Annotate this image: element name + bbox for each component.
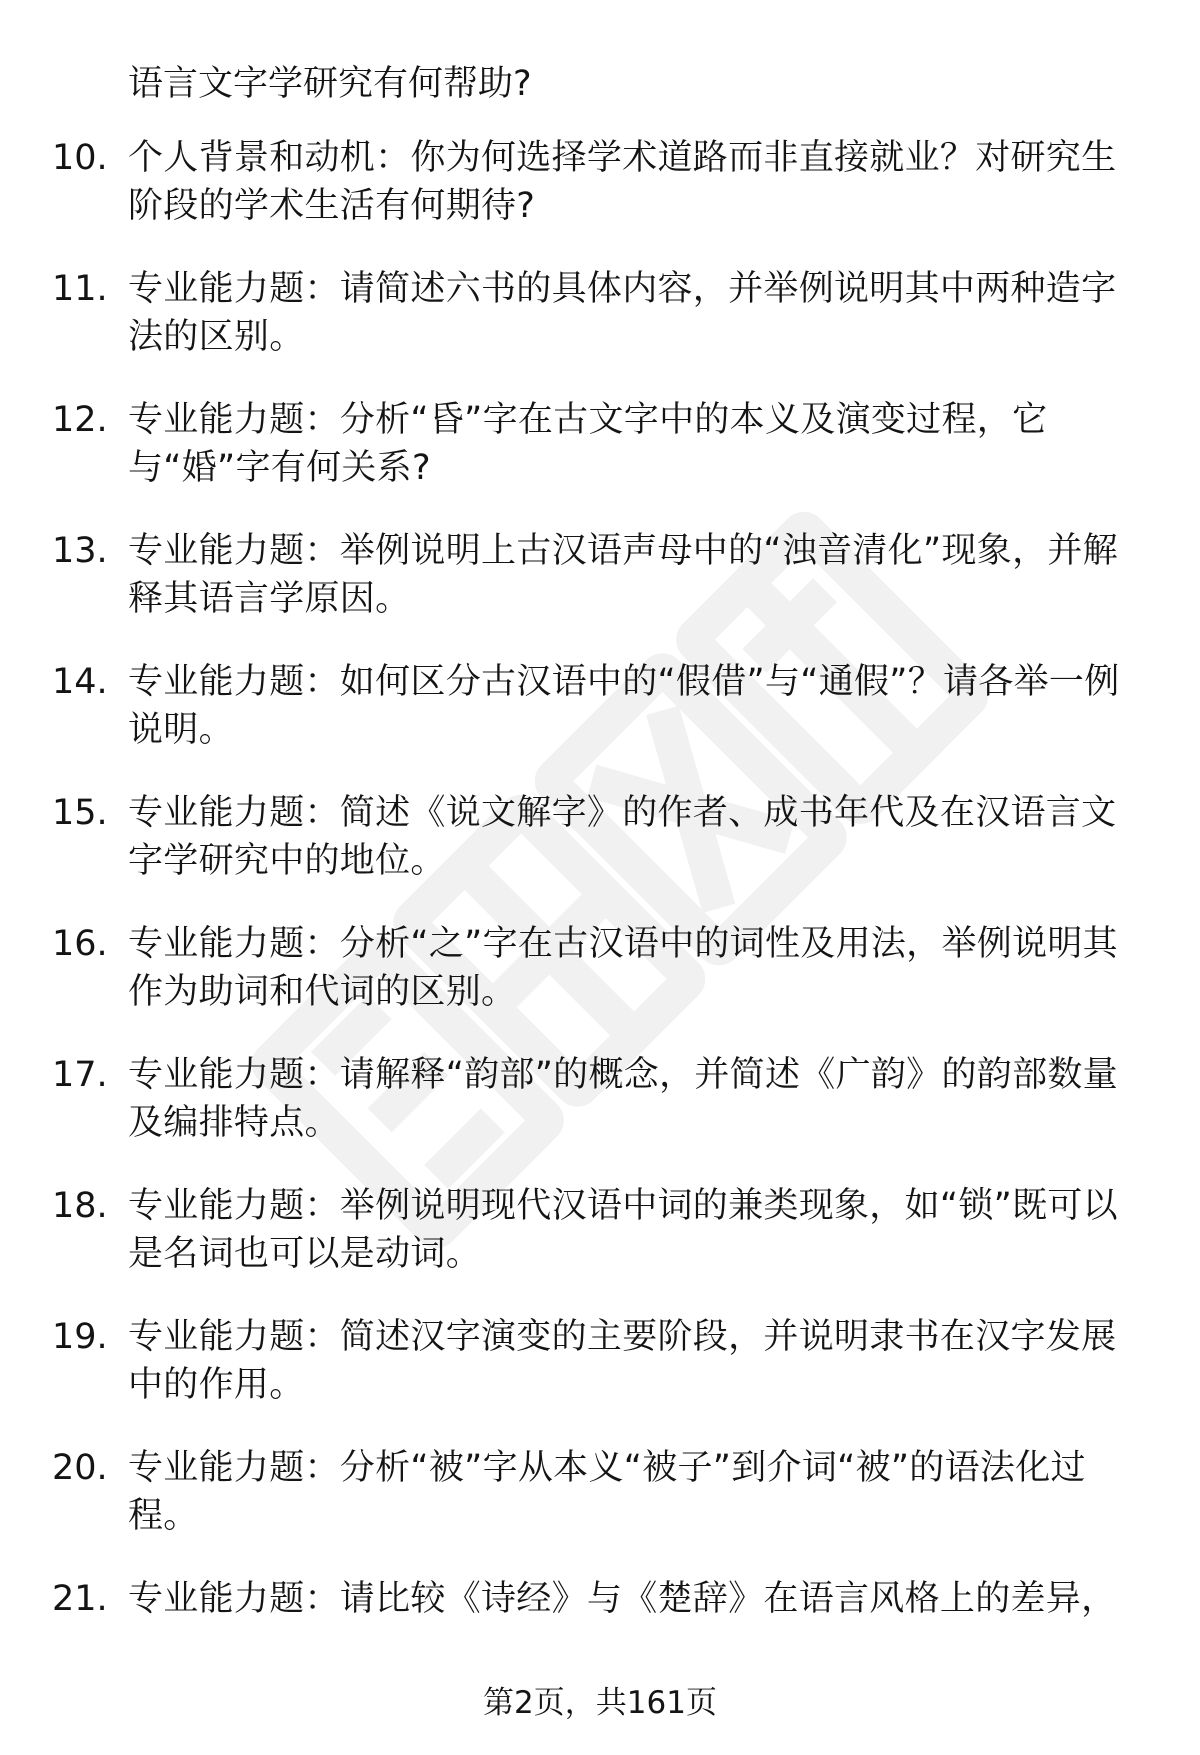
- item-number: 14.: [52, 662, 108, 702]
- list-item: [0, 1182, 1200, 1313]
- list-item: [0, 265, 1200, 396]
- item-text: 专业能力题：分析“昏”字在古文字中的本义及演变过程，它与“婚”字有何关系?: [128, 400, 1048, 488]
- item-number: 18.: [52, 1186, 108, 1226]
- item-number: 20.: [52, 1448, 108, 1488]
- page-footer: 第2页，共161页: [483, 1685, 717, 1721]
- item-number: 11.: [52, 269, 108, 309]
- item-text: 专业能力题：请简述六书的具体内容，并举例说明其中两种造字法的区别。: [128, 269, 1117, 357]
- item-number: 17.: [52, 1055, 108, 1095]
- item-number: 15.: [52, 793, 108, 833]
- continuation-text: 语言文字学研究有何帮助?: [128, 64, 532, 104]
- item-text: 专业能力题：举例说明现代汉语中词的兼类现象，如“锁”既可以是名词也可以是动词。: [128, 1186, 1118, 1274]
- item-number: 13.: [52, 531, 108, 571]
- item-number: 21.: [52, 1579, 108, 1619]
- item-number: 10.: [52, 138, 108, 178]
- list-item: [0, 1051, 1200, 1182]
- item-text: 专业能力题：简述汉字演变的主要阶段，并说明隶书在汉字发展中的作用。: [128, 1317, 1117, 1405]
- list-item: [0, 789, 1200, 920]
- item-text: 专业能力题：分析“之”字在古汉语中的词性及用法，举例说明其作为助词和代词的区别。: [128, 924, 1118, 1012]
- list-item: [0, 1444, 1200, 1575]
- item-number: 12.: [52, 400, 108, 440]
- item-text: 专业能力题：请比较《诗经》与《楚辞》在语言风格上的差异，: [128, 1579, 1117, 1619]
- item-text: 专业能力题：举例说明上古汉语声母中的“浊音清化”现象，并解释其语言学原因。: [128, 531, 1118, 619]
- list-item: [0, 920, 1200, 1051]
- item-text: 专业能力题：如何区分古汉语中的“假借”与“通假”？请各举一例说明。: [128, 662, 1120, 750]
- list-item: [0, 396, 1200, 527]
- list-item: [0, 658, 1200, 789]
- item-text: 专业能力题：分析“被”字从本义“被子”到介词“被”的语法化过程。: [128, 1448, 1086, 1536]
- list-item: [0, 1313, 1200, 1444]
- item-text: 专业能力题：请解释“韵部”的概念，并简述《广韵》的韵部数量及编排特点。: [128, 1055, 1118, 1143]
- list-item: [0, 527, 1200, 658]
- question-list: [0, 134, 1200, 1706]
- item-number: 19.: [52, 1317, 108, 1357]
- item-text: 个人背景和动机：你为何选择学术道路而非直接就业？对研究生阶段的学术生活有何期待?: [128, 138, 1117, 226]
- item-number: 16.: [52, 924, 108, 964]
- item-text: 专业能力题：简述《说文解字》的作者、成书年代及在汉语言文字学研究中的地位。: [128, 793, 1117, 881]
- list-item: [0, 134, 1200, 265]
